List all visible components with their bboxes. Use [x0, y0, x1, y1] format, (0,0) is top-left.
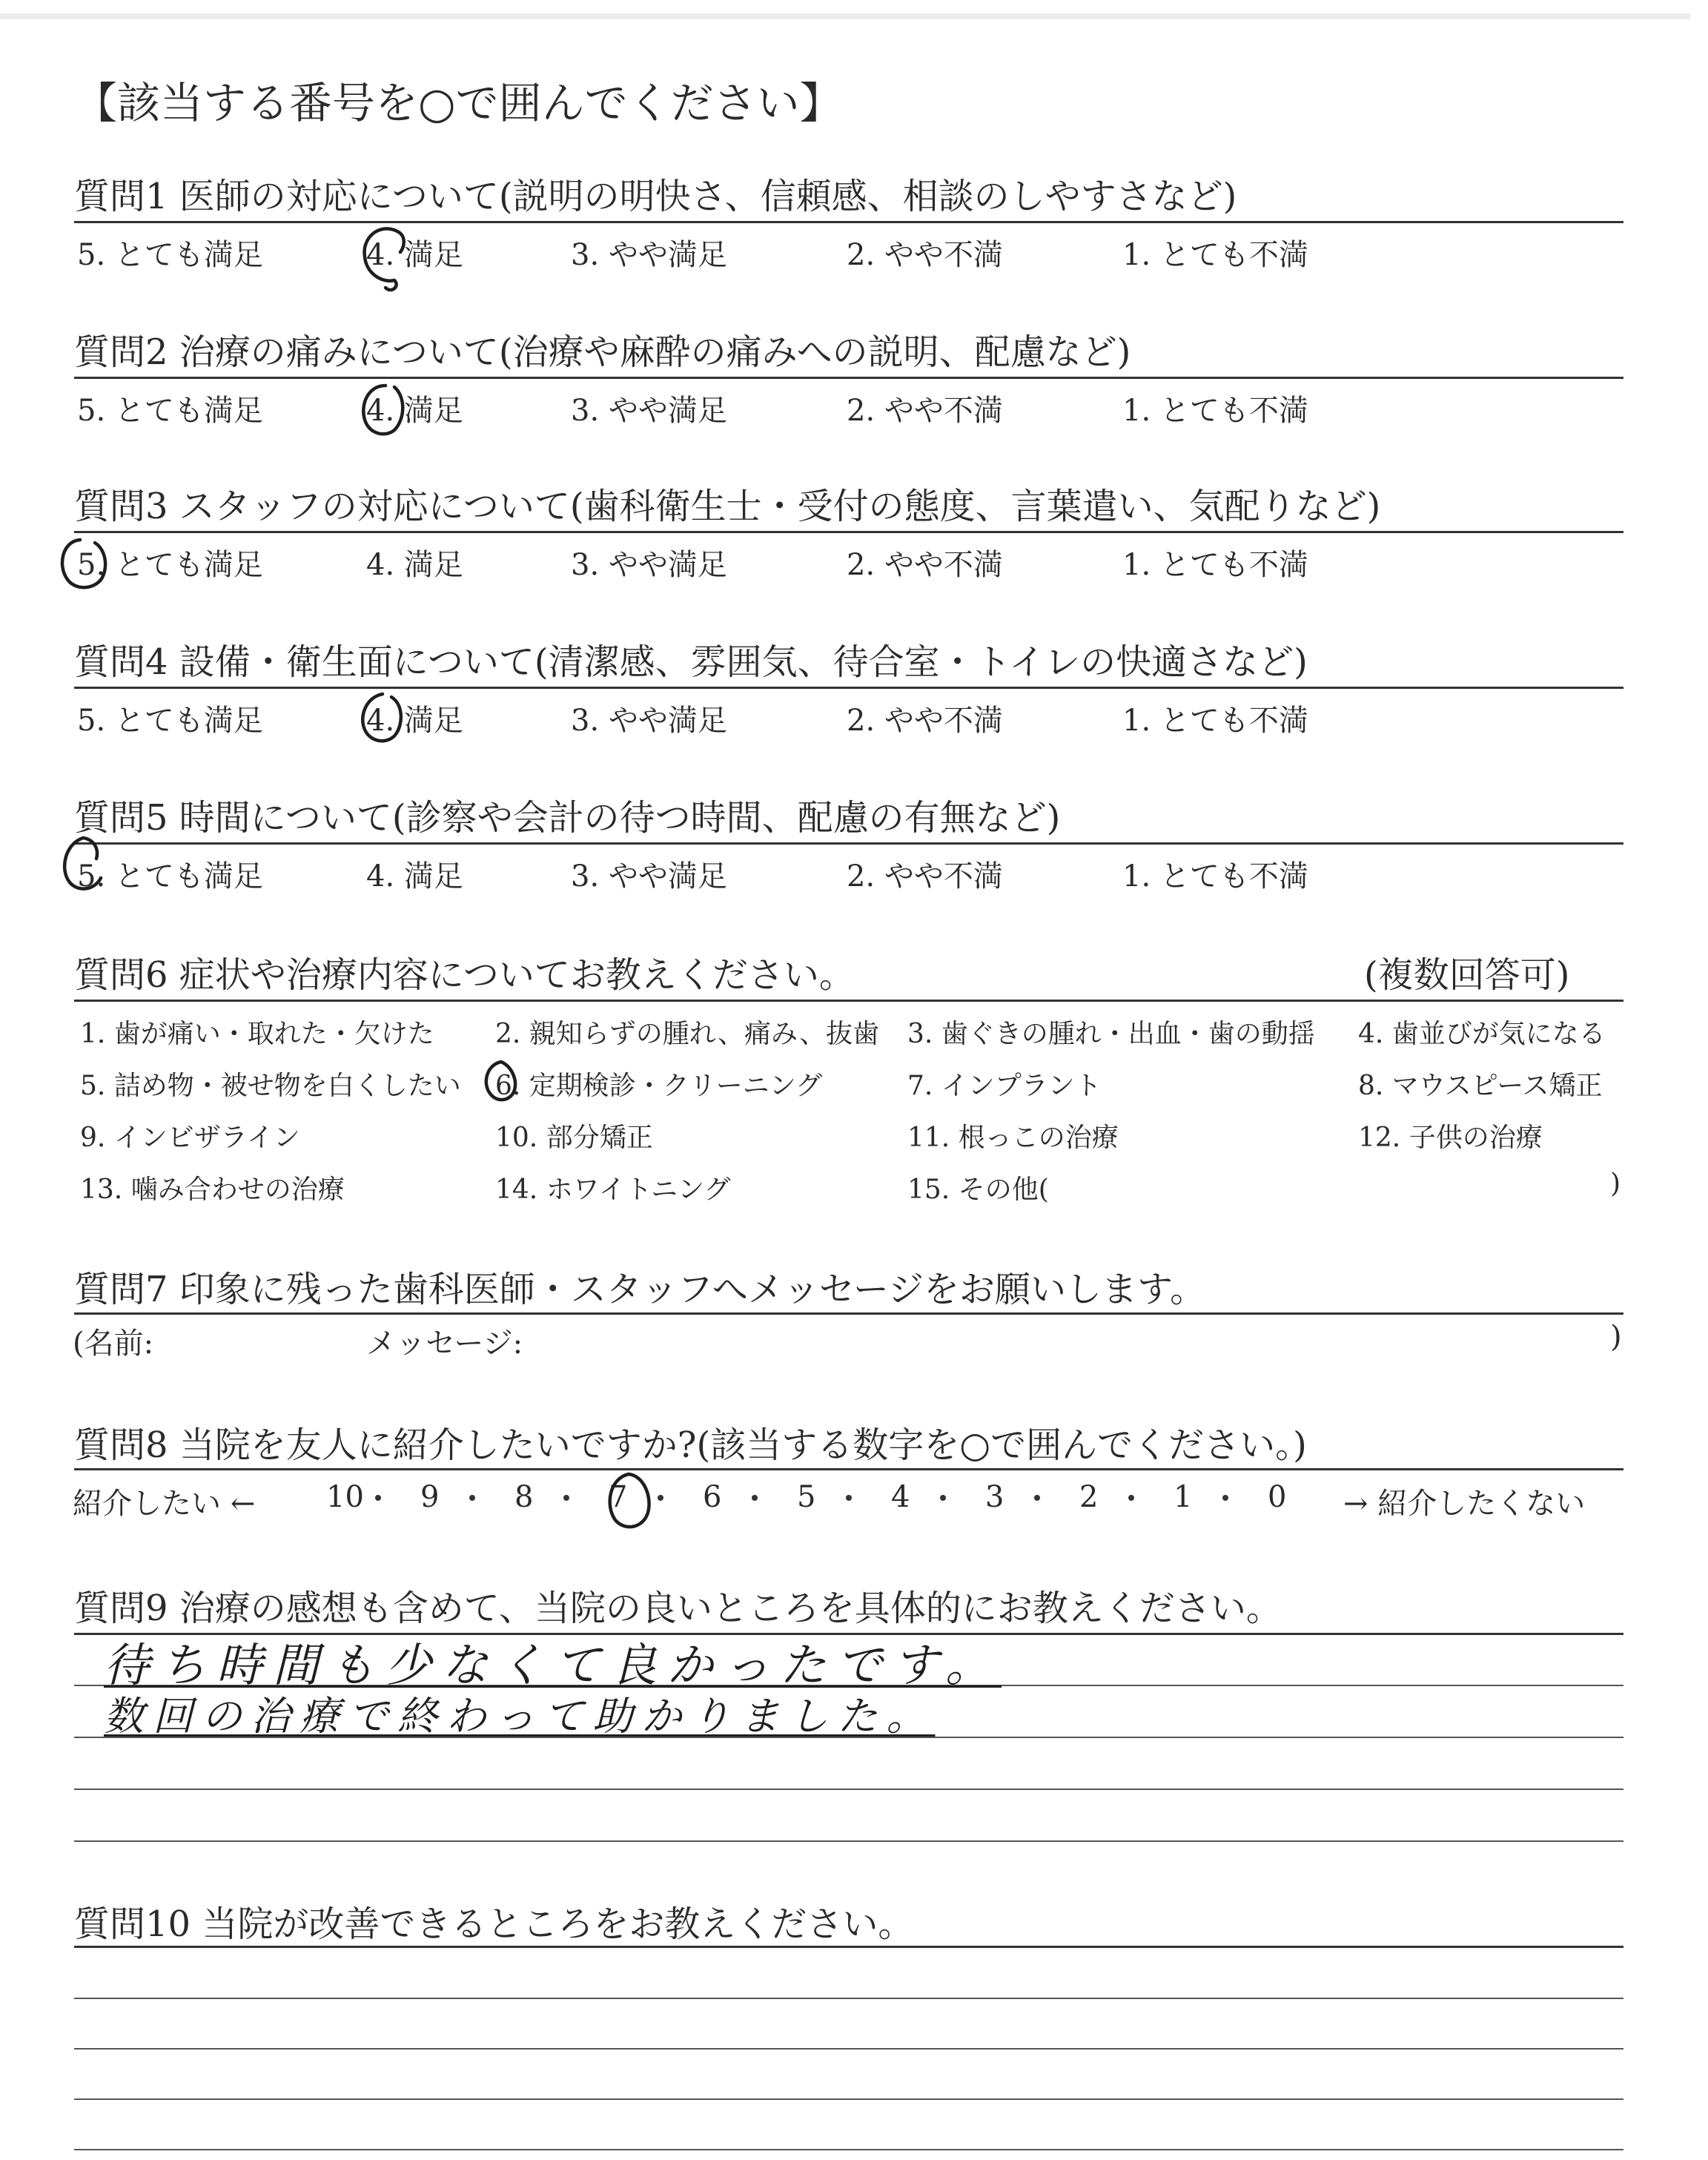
divider: [74, 687, 1623, 689]
answer-line: [74, 1998, 1623, 1999]
option-2[interactable]: 2. やや不満: [847, 704, 1003, 738]
answer-line: [74, 2048, 1623, 2050]
symptom-option-12[interactable]: 12. 子供の治療: [1358, 1123, 1543, 1153]
scale-value[interactable]: 10: [326, 1480, 364, 1514]
answer-line: [74, 1840, 1623, 1842]
option-5[interactable]: 5. とても満足: [77, 704, 263, 738]
option-3[interactable]: 3. やや満足: [571, 548, 727, 582]
option-1[interactable]: 1. とても不満: [1122, 704, 1308, 738]
symptom-option-8[interactable]: 8. マウスピース矯正: [1358, 1071, 1603, 1101]
recommend-right-label: → 紹介したくない: [1343, 1487, 1586, 1521]
scale-separator-dot: [752, 1495, 758, 1501]
scale-value[interactable]: 2: [1079, 1480, 1099, 1514]
option-1[interactable]: 1. とても不満: [1122, 859, 1308, 894]
scale-value[interactable]: 8: [514, 1480, 534, 1514]
scale-value[interactable]: 0: [1268, 1480, 1287, 1514]
scale-separator-dot: [563, 1495, 569, 1501]
question-title: 質問9 治療の感想も含めて、当院の良いところを具体的にお教えください。: [74, 1588, 1282, 1629]
answer-line: [74, 1789, 1623, 1790]
option-4[interactable]: 4. 満足: [366, 548, 463, 582]
divider: [74, 1468, 1623, 1470]
recommend-left-label: 紹介したい ←: [73, 1487, 256, 1521]
option-1[interactable]: 1. とても不満: [1122, 238, 1308, 272]
question-title: 質問4 設備・衛生面について(清潔感、雰囲気、待合室・トイレの快適さなど): [74, 641, 1308, 683]
scale-value[interactable]: 3: [985, 1480, 1004, 1514]
scale-separator-dot: [846, 1495, 852, 1501]
symptom-option-11[interactable]: 11. 根っこの治療: [907, 1123, 1119, 1153]
option-3[interactable]: 3. やや満足: [571, 859, 727, 894]
scale-separator-dot: [469, 1495, 475, 1501]
question-title: 質問1 医師の対応について(説明の明快さ、信頼感、相談のしやすさなど): [74, 176, 1237, 217]
symptom-option-15-other[interactable]: 15. その他(: [907, 1175, 1049, 1205]
other-close-paren: ): [1610, 1169, 1621, 1199]
question-title: 質問3 スタッフの対応について(歯科衛生士・受付の態度、言葉遣い、気配りなど): [74, 486, 1381, 527]
divider: [74, 1000, 1623, 1002]
symptom-option-2[interactable]: 2. 親知らずの腫れ、痛み、抜歯: [495, 1019, 880, 1049]
option-3[interactable]: 3. やや満足: [571, 394, 727, 428]
option-3[interactable]: 3. やや満足: [571, 704, 727, 738]
symptom-option-9[interactable]: 9. インビザライン: [80, 1123, 300, 1153]
answer-line: [74, 1946, 1623, 1948]
multiple-answer-note: (複数回答可): [1364, 954, 1570, 996]
answer-line: [74, 2149, 1623, 2150]
symptom-option-1[interactable]: 1. 歯が痛い・取れた・欠けた: [80, 1019, 434, 1049]
scale-value[interactable]: 7: [609, 1480, 628, 1514]
option-4[interactable]: 4. 満足: [366, 859, 463, 894]
message-label: メッセージ:: [366, 1327, 523, 1361]
question-title: 質問2 治療の痛みについて(治療や麻酔の痛みへの説明、配慮など): [74, 331, 1131, 373]
option-2[interactable]: 2. やや不満: [847, 548, 1003, 582]
option-5[interactable]: 5. とても満足: [77, 859, 263, 894]
option-2[interactable]: 2. やや不満: [847, 238, 1003, 272]
divider: [74, 842, 1623, 845]
handwritten-answer-line-2: 数回の治療で終わって助かりました。: [104, 1693, 936, 1740]
symptom-option-3[interactable]: 3. 歯ぐきの腫れ・出血・歯の動揺: [907, 1019, 1315, 1049]
divider: [74, 221, 1623, 223]
option-4[interactable]: 4. 満足: [366, 704, 463, 738]
symptom-option-7[interactable]: 7. インプラント: [907, 1071, 1102, 1101]
option-4[interactable]: 4. 満足: [366, 238, 463, 272]
option-4[interactable]: 4. 満足: [366, 394, 463, 428]
scan-edge: [0, 13, 1690, 19]
scale-value[interactable]: 9: [420, 1480, 440, 1514]
option-5[interactable]: 5. とても満足: [77, 394, 263, 428]
symptom-option-13[interactable]: 13. 噛み合わせの治療: [80, 1175, 345, 1205]
question-title: 質問7 印象に残った歯科医師・スタッフへメッセージをお願いします。: [74, 1269, 1206, 1310]
handwritten-answer-line-1: 待ち時間も少なくて良かったです。: [104, 1638, 1002, 1692]
question-title: 質問5 時間について(診察や会計の待つ時間、配慮の有無など): [74, 797, 1061, 839]
scale-separator-dot: [658, 1495, 663, 1501]
divider: [74, 531, 1623, 533]
option-1[interactable]: 1. とても不満: [1122, 394, 1308, 428]
symptom-option-5[interactable]: 5. 詰め物・被せ物を白くしたい: [80, 1071, 461, 1101]
answer-line: [74, 2098, 1623, 2100]
symptom-option-10[interactable]: 10. 部分矯正: [495, 1123, 653, 1153]
scale-value[interactable]: 4: [891, 1480, 910, 1514]
symptom-option-4[interactable]: 4. 歯並びが気になる: [1358, 1019, 1606, 1049]
scale-value[interactable]: 1: [1174, 1480, 1193, 1514]
symptom-option-6[interactable]: 6. 定期検診・クリーニング: [495, 1071, 823, 1101]
question-title: 質問10 当院が改善できるところをお教えください。: [74, 1903, 914, 1945]
divider: [74, 377, 1623, 379]
option-1[interactable]: 1. とても不満: [1122, 548, 1308, 582]
message-close-paren: ): [1610, 1320, 1622, 1354]
option-5[interactable]: 5. とても満足: [77, 238, 263, 272]
page-heading: 【該当する番号を○で囲んでください】: [74, 78, 843, 128]
option-5[interactable]: 5. とても満足: [77, 548, 263, 582]
question-title: 質問8 当院を友人に紹介したいですか?(該当する数字を○で囲んでください。): [74, 1424, 1307, 1466]
scale-value[interactable]: 6: [703, 1480, 722, 1514]
name-label: (名前:: [73, 1327, 154, 1361]
scale-separator-dot: [375, 1495, 381, 1501]
scale-separator-dot: [940, 1495, 946, 1501]
symptom-option-14[interactable]: 14. ホワイトニング: [495, 1175, 731, 1205]
option-2[interactable]: 2. やや不満: [847, 859, 1003, 894]
divider: [74, 1312, 1623, 1315]
scale-value[interactable]: 5: [797, 1480, 816, 1514]
question-title: 質問6 症状や治療内容についてお教えください。: [74, 954, 855, 996]
option-2[interactable]: 2. やや不満: [847, 394, 1003, 428]
scale-separator-dot: [1128, 1495, 1134, 1501]
scale-separator-dot: [1222, 1495, 1228, 1501]
scale-separator-dot: [1034, 1495, 1040, 1501]
option-3[interactable]: 3. やや満足: [571, 238, 727, 272]
